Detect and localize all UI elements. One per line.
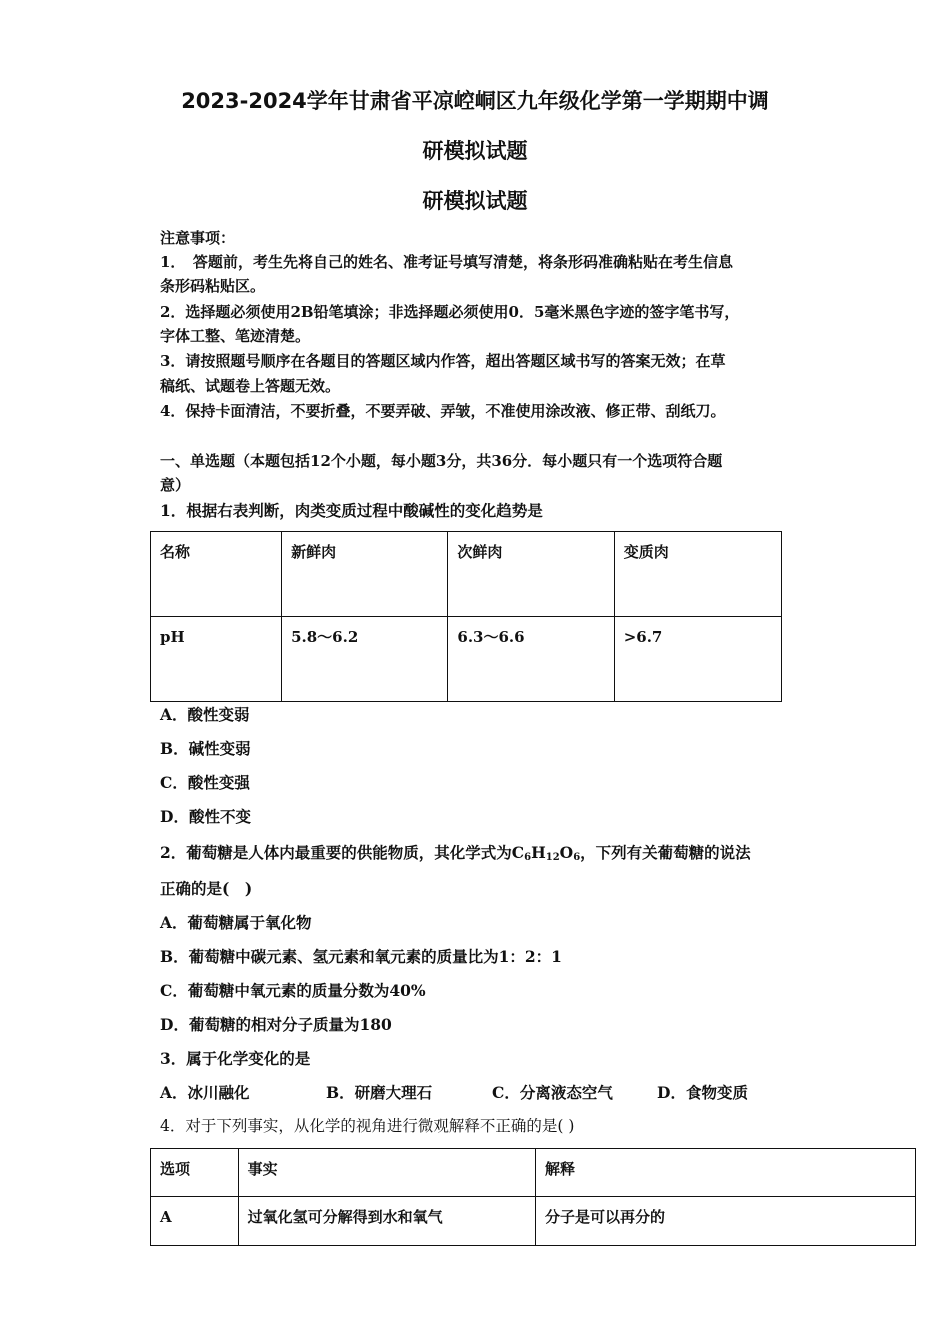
question-2-option-c: C．葡萄糖中氧元素的质量分数为40% [160,981,426,1000]
ph-table-value-row [151,617,782,702]
table-cell: 分子是可以再分的 [536,1197,916,1246]
explanation-table [150,1148,916,1246]
question-1-option-b: B．碱性变弱 [160,739,251,758]
notice-item: 1． 答题前，考生先将自己的姓名、准考证号填写清楚，将条形码准确粘贴在考生信息 [160,253,733,271]
question-2-option-a: A．葡萄糖属于氧化物 [160,913,312,932]
exam-title-line1: 2023-2024学年甘肃省平凉崆峒区九年级化学第一学期期中调 [181,89,769,113]
notice-item: 条形码粘贴区。 [160,277,266,295]
explanation-table-row-a [151,1197,916,1246]
question-2-stem-cont: 正确的是( ) [160,879,253,898]
exam-title-line2: 研模拟试题 [422,139,528,163]
table-cell: 5.8～6.2 [282,617,448,702]
question-3-option-c: C．分离液态空气 [492,1083,613,1102]
question-3-option-b: B．研磨大理石 [326,1083,433,1102]
notice-item: 稿纸、试题卷上答题无效。 [160,377,341,395]
table-cell: 次鲜肉 [448,532,614,617]
ph-table-header-row [151,532,782,617]
ph-table [150,531,782,702]
table-cell: 新鲜肉 [282,532,448,617]
section-heading-cont: 意） [160,476,191,494]
question-2-option-d: D．葡萄糖的相对分子质量为180 [160,1015,392,1034]
question-3-option-a: A．冰川融化 [160,1083,250,1102]
table-cell: 过氧化氢可分解得到水和氧气 [238,1197,535,1246]
table-cell: 选项 [151,1149,239,1197]
question-4-stem: 4．对于下列事实，从化学的视角进行微观解释不正确的是( ) [160,1117,575,1135]
question-1-stem: 1．根据右表判断，肉类变质过程中酸碱性的变化趋势是 [160,501,543,520]
table-cell: pH [151,617,282,702]
question-2-stem: 2．葡萄糖是人体内最重要的供能物质，其化学式为$C_6H_{12}O_6$，下列有关葡萄糖的说法 [160,843,751,863]
question-1-option-a: A．酸性变弱 [160,705,250,724]
table-cell: 6.3～6.6 [448,617,614,702]
notice-item: 2．选择题必须使用2B铅笔填涂；非选择题必须使用0．5毫米黑色字迹的签字笔书写， [160,303,740,321]
notice-item: 字体工整、笔迹清楚。 [160,327,311,345]
question-3-stem: 3．属于化学变化的是 [160,1049,311,1068]
notice-item: 4．保持卡面清洁，不要折叠，不要弄破、弄皱，不准使用涂改液、修正带、刮纸刀。 [160,402,726,420]
table-cell: A [151,1197,239,1246]
table-cell: 事实 [238,1149,535,1197]
question-3-option-d: D．食物变质 [657,1083,748,1102]
table-cell: 名称 [151,532,282,617]
explanation-table-header-row [151,1149,916,1197]
table-cell: 变质肉 [614,532,781,617]
table-cell: 解释 [536,1149,916,1197]
question-1-option-c: C．酸性变强 [160,773,250,792]
notice-heading: 注意事项： [160,229,236,247]
question-2-option-b: B．葡萄糖中碳元素、氢元素和氧元素的质量比为1：2：1 [160,947,562,966]
section-heading: 一、单选题（本题包括12个小题，每小题3分，共36分．每小题只有一个选项符合题 [160,452,723,470]
table-cell: >6.7 [614,617,781,702]
question-1-option-d: D．酸性不变 [160,807,251,826]
notice-item: 3．请按照题号顺序在各题目的答题区域内作答，超出答题区域书写的答案无效；在草 [160,352,726,370]
exam-title-line3: 研模拟试题 [422,189,528,213]
